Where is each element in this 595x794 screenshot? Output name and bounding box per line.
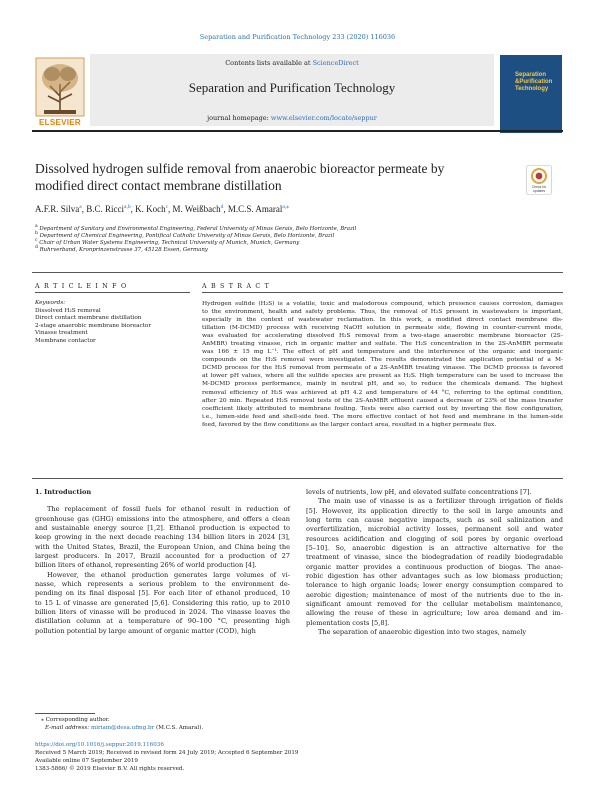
journal-name: Separation and Purification Technology <box>188 80 396 95</box>
body-text-line: largest producers. In 2017, Brazil accounted for a production of 27 <box>35 552 290 561</box>
abstract-line: AnMBR) treating vinasse, rich in organic matter and sulfate. The H₂S concentration in the 2S-AnMBR permeate <box>202 341 563 348</box>
body-text-line: pollution potential by large amount of organic matter (COD), high <box>35 626 256 635</box>
affiliation-a: $^a$ Department of Sanitary and Environmental Engineering, Federal University of Minas Gerais, Belo Horizonte, Brazil <box>35 224 357 232</box>
homepage-link[interactable]: www.elsevier.com/locate/seppur <box>270 114 377 122</box>
body-column-right <box>306 488 563 638</box>
author-name[interactable]: K. Koch <box>135 204 166 214</box>
abstract-line: removal efficiency of H₂S was achieved at pH 4.2 and temperature of 44 °C, referring to the optimal condition, <box>202 389 563 396</box>
abstract-text <box>202 300 563 429</box>
author-separator: , <box>81 204 87 214</box>
svg-text:Check for: Check for <box>531 185 547 189</box>
article-info-rule <box>35 292 190 293</box>
body-text-line: allowing the reuse of these in agriculture; low area demand and im- <box>306 609 563 618</box>
abstract-line: to the environment, health and safety problems. Thus, the removal of H₂S present in wastewaters is important, <box>202 309 563 316</box>
body-text-line: organic matter provides a continuous production of biogas. The anae- <box>306 562 563 571</box>
body-column-left <box>35 488 290 636</box>
abstract-line: tillation (M-DCMD) process with receiving NaOH solution in permeate side, flowing in counter-current mode, <box>202 325 563 332</box>
body-text-line: and sustainable energy source [1,2]. Ethanol production is expected to <box>35 524 290 533</box>
body-text-line: plementation costs [5,8]. <box>306 618 390 627</box>
abstract-line: DCMD process for the H₂S removal from permeate of a 2S-AnMBR treating vinasse. The DCMD process is favored <box>202 365 563 372</box>
body-text-line: resources acidification and clogging of soil pores by organic overload <box>306 534 563 543</box>
body-text-line: nasse, which represents a serious problem to the environment de- <box>35 580 290 589</box>
keyword-item: Vinasse treatment <box>35 330 88 337</box>
contents-line <box>90 59 494 67</box>
abstract-line: feed, favored by the flow conditions as the larger contact area, resulted in a higher permeate flux. <box>202 421 497 428</box>
body-text-line: significant amount removed for the cellular metabolism maintenance, <box>306 600 563 609</box>
email-line: E-mail address: miriam@desa.ufmg.br (M.C.S. Amaral). <box>45 725 204 731</box>
body-text-line: overfertilization, microbial activity losses, permanent soil and water <box>306 525 563 534</box>
abstract-bottom-rule <box>32 478 563 479</box>
abstract-line: coefficient likely attributed to membrane fouling. Tests were also carried out by inverting the flow configuration, <box>202 405 563 412</box>
article-info-heading: A R T I C L E I N F O <box>35 283 128 290</box>
paper-title: Dissolved hydrogen sulfide removal from anaerobic bioreactor permeate by modified direct contact membrane distillation <box>35 161 445 193</box>
author-affiliation-marker[interactable]: c <box>165 204 169 210</box>
affiliation-c: $^c$ Chair of Urban Water Systems Engineering, Technical University of Munich, Munich, Germany <box>35 238 300 246</box>
body-text-line: robic digestion has other advantages such as low biomass production; <box>306 572 563 581</box>
received-dates: Received 5 March 2019; Received in revised form 24 July 2019; Accepted 6 September 2019 <box>35 750 299 756</box>
body-text-line: [5–10]. So, anaerobic digestion is an attractive alternative for the <box>306 544 563 553</box>
cover-title: Separation &Purification Technology <box>515 72 553 92</box>
abstract-line: was 166 ± 15 mg L⁻¹. The effect of pH and temperature and the interference of the organic and inorganic <box>202 349 563 356</box>
homepage-prefix: journal homepage: <box>207 114 271 122</box>
body-text-line: long term can cause negative impacts, such as soil salinization and <box>306 516 563 525</box>
body-text-line: with the United States, Brazil, the European Union, and China being the <box>35 542 290 551</box>
author-affiliation-marker[interactable]: d <box>220 204 224 210</box>
corresponding-author-footnote <box>35 716 335 732</box>
doi-link[interactable]: https://doi.org/10.1016/j.seppur.2019.116036 <box>35 742 164 748</box>
body-text-line: distillation column at a temperature of 90–100 °C, presenting high <box>35 617 290 626</box>
keywords-label: Keywords: <box>35 300 66 306</box>
author-separator: , <box>223 204 228 214</box>
header-rule <box>32 130 563 132</box>
contents-prefix: Contents lists available at <box>225 59 313 67</box>
abstract-line: was evaluated for accelerating dissolved H₂S removal from a two-stage anaerobic membrane bioreactor (2S- <box>202 333 563 340</box>
author-name[interactable]: M. Weißbach <box>172 204 221 214</box>
email-link[interactable]: miriam@desa.ufmg.br <box>90 725 155 731</box>
body-text-line: keep growing in the next decade reaching 134 billion liters in 2024 [3], <box>35 533 290 542</box>
corresponding-label: ⁎ Corresponding author. <box>41 717 110 723</box>
body-text-line: The replacement of fossil fuels for ethanol result in reduction of <box>47 505 290 514</box>
homepage-line <box>90 114 494 122</box>
author-name[interactable]: M.C.S. Amaral <box>227 204 283 214</box>
section-heading-introduction: 1. Introduction <box>35 488 92 496</box>
body-text-line: billion liters of ethanol, representing 26% of world production [4]. <box>35 561 257 570</box>
body-text-line: The main use of vinasse is as a fertilizer through irrigation of fields <box>318 497 563 506</box>
body-text-line: greenhouse gas (GHG) emissions into the atmosphere, and offers a clean <box>35 514 290 523</box>
body-text-line: [5]. However, its application directly to the soil in large amounts and <box>306 506 563 515</box>
abstract-line: compounds on the H₂S removal were investigated. The results demonstrated the application potential of a M- <box>202 357 563 364</box>
body-text-line: However, the ethanol production generates large volumes of vi- <box>47 570 290 579</box>
body-text-line: to 15 L of vinasse are generated [5,6]. Considering this ratio, up to 2010 <box>35 598 290 607</box>
abstract-line: especially in the context of wastewater reclamation. In this work, a modified direct contact membrane dis- <box>202 317 563 324</box>
keyword-item: 2-stage anaerobic membrane bioreactor <box>35 322 152 329</box>
keyword-item: Direct contact membrane distillation <box>35 315 142 322</box>
elsevier-wordmark: ELSEVIER <box>39 118 81 127</box>
author-affiliation-marker[interactable]: a,⁎ <box>282 204 289 210</box>
body-text-line: aerobic digestion; maintenance of most of the nutrients due to the in- <box>306 590 563 599</box>
affiliation-b: $^b$ Department of Chemical Engineering, Pontifical Catholic University of Minas Gerais, Belo Horizonte, Brazil <box>35 231 335 239</box>
copyright: 1383-5866/ © 2019 Elsevier B.V. All rights reserved. <box>35 766 185 772</box>
abstract-rule <box>202 292 563 293</box>
keyword-item: Membrane contactor <box>35 337 96 344</box>
author-separator: , <box>168 204 173 214</box>
author-list <box>35 204 289 214</box>
author-name[interactable]: A.F.R. Silva <box>35 204 80 214</box>
footnote-rule <box>35 713 95 714</box>
abstract-heading: A B S T R A C T <box>202 283 271 290</box>
abstract-line: after 20 min. Repeated H₂S removal tests of the 2S-AnMBR effluent caused a decrease of 23% of the mass transfer <box>202 397 563 404</box>
affiliation-d: $^d$ Ruhrverband, Kronprinzenstrasse 37, 45128 Essen, Germany <box>35 245 208 253</box>
author-name[interactable]: B.C. Ricci <box>86 204 124 214</box>
body-text-line: The separation of anaerobic digestion into two stages, namely <box>318 628 527 637</box>
body-text-line: billion liters of vinasse will be produced in 2024. The vinasse leaves the <box>35 608 290 617</box>
left-column-lines <box>35 505 290 636</box>
svg-text:updates: updates <box>532 189 546 193</box>
abstract-line: M-DCMD process performance, mainly in neutral pH, and so, to reduce the chemicals demand. The highest <box>202 381 563 388</box>
check-for-updates-icon[interactable] <box>526 165 552 195</box>
abstract-line: at lower pH values, where all the sulfide species are present as H₂S. High temperature can be used to increase the <box>202 373 563 380</box>
author-affiliation-marker[interactable]: a <box>79 204 82 210</box>
affiliation-rule <box>32 272 563 273</box>
journal-cover-thumbnail[interactable] <box>500 55 562 133</box>
sciencedirect-link[interactable]: ScienceDirect <box>312 59 359 67</box>
abstract-line: Hydrogen sulfide (H₂S) is a volatile, toxic and malodorous compound, which presence causes corrosion, damages <box>202 301 563 307</box>
keyword-item: Dissolved H₂S removal <box>35 307 101 314</box>
body-text-line: treatment of vinasse, since the biodegradation of readily biodegradable <box>306 553 563 562</box>
body-text-line: tolerance to high organic loads; lower energy consumption compared to <box>306 581 563 590</box>
available-online: Available online 07 September 2019 <box>35 758 138 764</box>
author-affiliation-marker[interactable]: a,b <box>124 204 131 210</box>
body-text-line: levels of nutrients, low pH, and elevated sulfate concentrations [7]. <box>306 488 532 496</box>
abstract-line: i.e., lumen-side feed and shell-side feed. The more effective contact of hot feed and membrane in the lumen-side <box>202 413 563 420</box>
body-text-line: pending on its final disposal [5]. For each liter of ethanol produced, 10 <box>35 589 290 598</box>
publication-info <box>35 741 435 773</box>
running-head[interactable]: Separation and Purification Technology 233 (2020) 116036 <box>199 33 396 41</box>
keywords-block <box>35 300 195 346</box>
author-separator: , <box>130 204 136 214</box>
